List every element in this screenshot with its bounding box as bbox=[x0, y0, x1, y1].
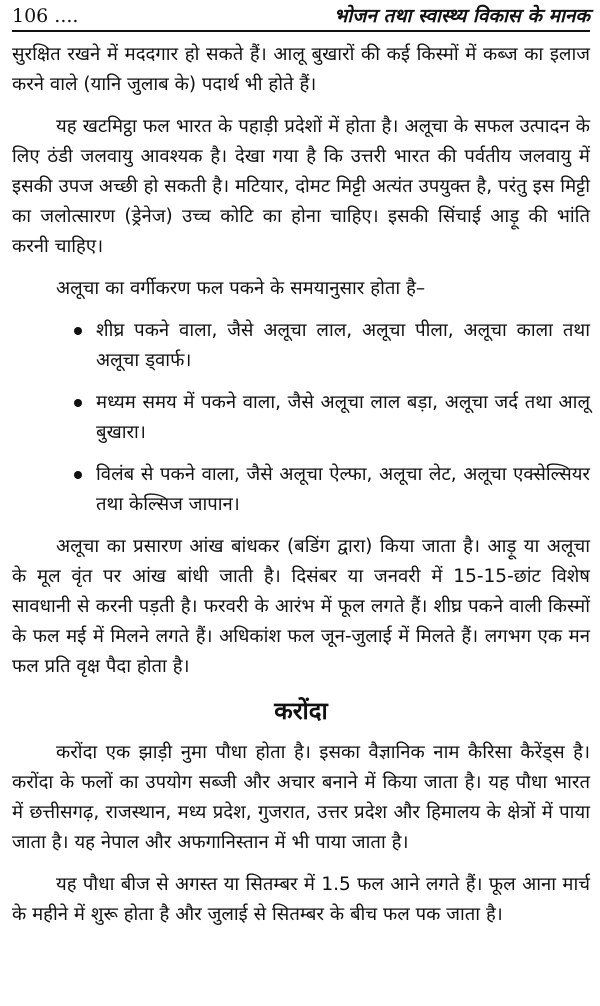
paragraph-classification-intro: अलूचा का वर्गीकरण फल पकने के समयानुसार होता है– bbox=[56, 278, 426, 299]
running-header bbox=[12, 0, 590, 32]
bullet-icon bbox=[74, 327, 82, 335]
paragraph-propagation: अलूचा का प्रसारण आंख बांधकर (बडिंग द्वारा) किया जाता है। आड़ू या अलूचा के मूल वृंत पर आंख बांधी जाती है। दिसंबर या जनवरी में 15-15-छांट विशेष सावधानी से करनी पड़ती है। फरवरी के आरंभ में फूल लगते हैं। शीघ्र पकने वाली किस्मों के फल मई में मिलने लगते हैं। अधिकांश फल जून-जुलाई में मिलते हैं। लगभग एक मन फल प्रति वृक्ष पैदा होता है। bbox=[12, 536, 590, 677]
bullet-icon bbox=[74, 471, 82, 479]
list-item-text: विलंब से पकने वाला, जैसे अलूचा ऐल्फा, अलूचा लेट, अलूचा एक्सेल्सियर तथा केल्सिज जापान। bbox=[96, 464, 590, 515]
list-item bbox=[12, 316, 590, 376]
running-title: भोजन तथा स्वास्थ्य विकास के मानक bbox=[334, 5, 590, 27]
bullet-icon bbox=[74, 399, 82, 407]
list-item-text: शीघ्र पकने वाला, जैसे अलूचा लाल, अलूचा पीला, अलूचा काला तथा अलूचा ड्वार्फ। bbox=[96, 320, 590, 371]
classification-list bbox=[12, 316, 590, 520]
paragraph-continued: सुरक्षित रखने में मददगार हो सकते हैं। आलू बुखारों की कई किस्मों में कब्ज का इलाज करने वाले (यानि जुलाब के) पदार्थ भी होते हैं। bbox=[12, 44, 590, 95]
page-number: 106 .... bbox=[12, 5, 79, 27]
list-item bbox=[12, 388, 590, 448]
list-item-text: मध्यम समय में पकने वाला, जैसे अलूचा लाल बड़ा, अलूचा जर्द तथा आलू बुखारा। bbox=[96, 392, 590, 443]
paragraph-plum-cultivation: यह खटमिट्ठा फल भारत के पहाड़ी प्रदेशों में होता है। अलूचा के सफल उत्पादन के लिए ठंडी जलवायु आवश्यक है। देखा गया है कि उत्तरी भारत की पर्वतीय जलवायु में इसकी उपज अच्छी हो सकती है। मटियार, दोमट मिट्टी अत्यंत उपयुक्त है, परंतु इस मिट्टी का जलोत्सारण (ड्रेनेज) उच्च कोटि का होना चाहिए। इसकी सिंचाई आड़ू की भांति करनी चाहिए। bbox=[12, 116, 590, 257]
list-item bbox=[12, 460, 590, 520]
paragraph-karonda-intro: करोंदा एक झाड़ी नुमा पौधा होता है। इसका वैज्ञानिक नाम कैरिसा कैरेंड्स है। करोंदा के फलों का उपयोग सब्जी और अचार बनाने में किया जाता है। यह पौधा भारत में छत्तीसगढ़, राजस्थान, मध्य प्रदेश, गुजरात, उत्तर प्रदेश और हिमालय के क्षेत्रों में पाया जाता है। यह नेपाल और अफगानिस्तान में भी पाया जाता है। bbox=[12, 742, 590, 853]
paragraph-karonda-flowering: यह पौधा बीज से अगस्त या सितम्बर में 1.5 फल आने लगते हैं। फूल आना मार्च के महीने में शुरू होता है और जुलाई से सितम्बर के बीच फल पक जाता है। bbox=[12, 874, 590, 925]
section-heading: करोंदा bbox=[274, 697, 328, 725]
